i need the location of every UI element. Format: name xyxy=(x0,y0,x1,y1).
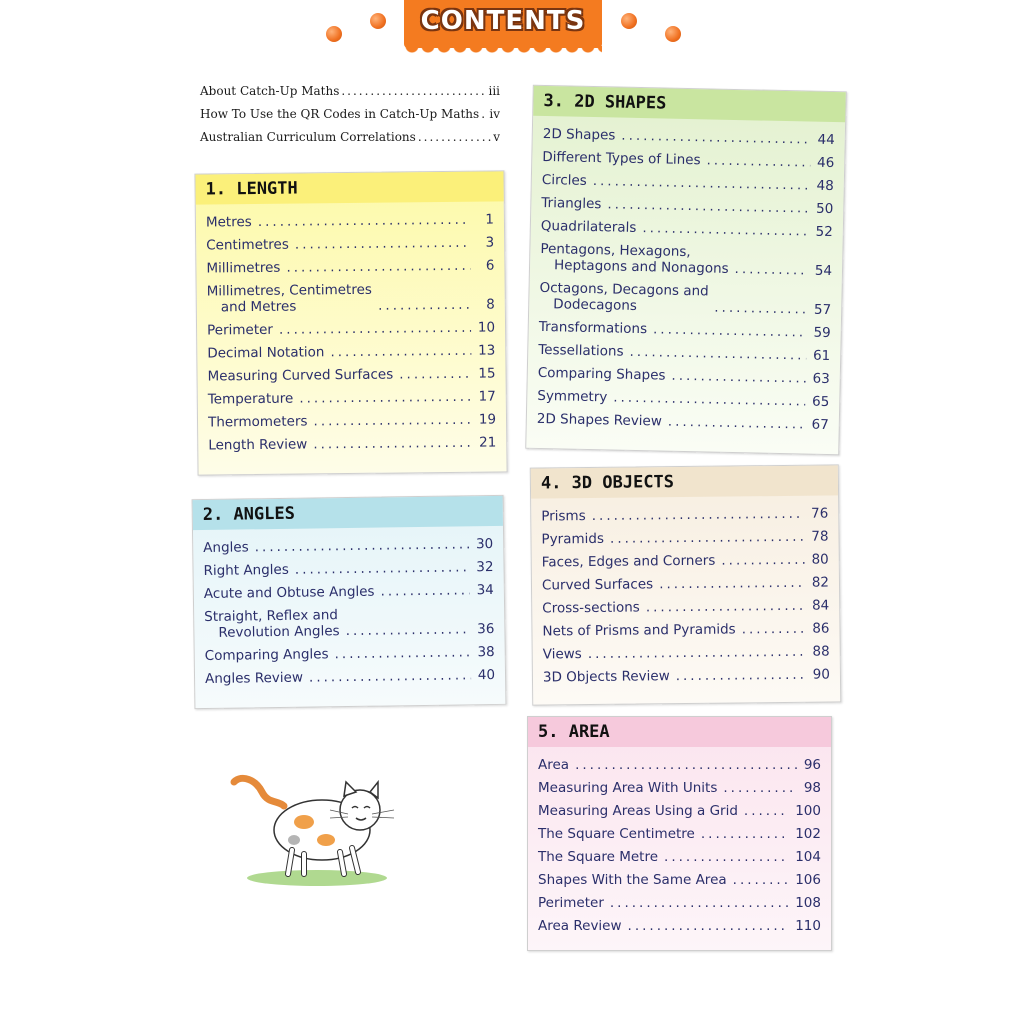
toc-entry-page: 3 xyxy=(485,234,495,251)
leader-dots xyxy=(309,667,471,685)
toc-entry-title-line: Heptagons and Nonagons xyxy=(553,257,729,277)
toc-entry-page: 110 xyxy=(795,918,821,934)
leader-dots xyxy=(258,212,470,230)
leader-dots xyxy=(295,235,470,253)
leader-dots xyxy=(255,536,470,555)
toc-entry-page: 38 xyxy=(477,643,495,661)
toc-entry-title: Area xyxy=(538,757,570,773)
leader-dots xyxy=(733,872,790,888)
toc-entry-title: Pyramids xyxy=(541,530,605,548)
leader-dots xyxy=(646,598,806,616)
toc-entry[interactable] xyxy=(538,757,821,773)
leader-dots xyxy=(653,321,807,340)
toc-entry-title: Right Angles xyxy=(203,561,289,580)
section-entries xyxy=(203,536,495,698)
intro-item[interactable] xyxy=(200,84,500,107)
cat-illustration xyxy=(222,770,402,890)
leader-dots xyxy=(341,84,486,98)
toc-entry-page: 102 xyxy=(795,826,821,842)
toc-entry-page: 104 xyxy=(795,849,821,865)
toc-entry-title: Circles xyxy=(541,171,587,189)
leader-dots xyxy=(734,261,808,279)
toc-entry[interactable] xyxy=(207,365,495,384)
leader-dots xyxy=(286,258,470,276)
decorative-dot xyxy=(621,13,637,29)
leader-dots xyxy=(659,575,805,593)
toc-entry-title: Area Review xyxy=(538,918,622,934)
section-heading: 2. ANGLES xyxy=(193,496,503,530)
leader-dots xyxy=(330,343,471,360)
toc-entry-page: 36 xyxy=(477,620,495,638)
toc-entry-page: 32 xyxy=(476,558,494,576)
toc-entry[interactable] xyxy=(541,195,833,217)
toc-entry[interactable] xyxy=(206,211,494,230)
toc-entry-page: 48 xyxy=(816,177,834,195)
leader-dots xyxy=(610,895,789,911)
toc-entry[interactable] xyxy=(538,849,821,865)
toc-entry-page: 34 xyxy=(476,581,494,599)
toc-entry[interactable] xyxy=(208,388,496,407)
toc-entry[interactable] xyxy=(538,342,830,364)
toc-entry[interactable] xyxy=(208,434,496,453)
section-length xyxy=(194,170,507,475)
toc-entry-title: Cross-sections xyxy=(542,599,640,617)
leader-dots xyxy=(313,435,472,453)
section-heading: 1. LENGTH xyxy=(195,171,503,204)
leader-dots xyxy=(671,368,806,387)
toc-entry-page: 50 xyxy=(815,200,834,218)
intro-item-page: iv xyxy=(489,107,500,121)
section-entries xyxy=(541,506,830,695)
toc-entry-page: 46 xyxy=(816,154,835,172)
leader-dots xyxy=(642,220,809,239)
toc-entry-title-line: Revolution Angles xyxy=(218,623,340,641)
toc-entry-page: 61 xyxy=(812,347,831,365)
toc-entry-page: 1 xyxy=(485,211,495,228)
leader-dots xyxy=(613,390,805,410)
toc-entry-page: 40 xyxy=(477,666,496,684)
toc-entry[interactable] xyxy=(543,643,830,662)
toc-entry[interactable] xyxy=(208,411,496,430)
toc-entry-title: Centimetres xyxy=(206,236,289,254)
toc-entry-page: 52 xyxy=(815,223,833,241)
toc-entry-page: 19 xyxy=(478,411,497,428)
leader-dots xyxy=(610,529,805,547)
leader-dots xyxy=(744,803,789,819)
toc-entry-title: Length Review xyxy=(208,436,308,454)
toc-entry-title: 2D Shapes xyxy=(542,125,616,144)
toc-entry-title: Transformations xyxy=(538,318,648,338)
toc-entry-title: Angles Review xyxy=(204,669,304,688)
toc-entry-page: 86 xyxy=(812,620,830,637)
section-heading: 5. AREA xyxy=(528,717,831,747)
toc-entry[interactable] xyxy=(542,149,834,171)
intro-item[interactable] xyxy=(200,107,500,130)
toc-entry[interactable] xyxy=(542,620,829,639)
intro-item-title: About Catch-Up Maths xyxy=(200,84,340,98)
leader-dots xyxy=(334,644,470,662)
toc-entry-title: Millimetres xyxy=(206,259,281,277)
toc-entry-title: Quadrilaterals xyxy=(540,217,637,236)
toc-entry[interactable] xyxy=(538,895,821,911)
toc-entry-title-line: and Metres xyxy=(220,298,297,316)
toc-entry[interactable] xyxy=(540,241,833,279)
leader-dots xyxy=(575,757,797,773)
leader-dots xyxy=(714,300,807,318)
leader-dots xyxy=(378,297,471,314)
toc-entry-title: Thermometers xyxy=(207,413,308,431)
toc-entry[interactable] xyxy=(541,529,828,548)
toc-entry[interactable] xyxy=(542,597,829,616)
leader-dots xyxy=(418,130,491,144)
toc-entry[interactable] xyxy=(206,257,494,276)
toc-entry-title: Measuring Area With Units xyxy=(538,780,718,796)
leader-dots xyxy=(668,414,805,433)
leader-dots xyxy=(664,849,789,865)
toc-entry-page: 65 xyxy=(811,393,830,411)
leader-dots xyxy=(299,389,472,407)
section-entries xyxy=(536,126,834,444)
toc-entry-title-line: Octagons, Decagons and xyxy=(539,279,709,300)
toc-entry[interactable] xyxy=(539,319,831,341)
toc-entry-title: Temperature xyxy=(207,390,294,408)
toc-entry-page: 8 xyxy=(486,296,495,313)
toc-entry[interactable] xyxy=(538,826,821,842)
leader-dots xyxy=(295,559,470,577)
toc-entry-title: The Square Centimetre xyxy=(538,826,695,842)
leader-dots xyxy=(628,918,790,934)
toc-entry-title: 2D Shapes Review xyxy=(536,410,663,430)
toc-entry-title: The Square Metre xyxy=(538,849,659,865)
toc-entry-page: 21 xyxy=(478,434,497,451)
toc-entry-title: Faces, Edges and Corners xyxy=(541,552,716,571)
leader-dots xyxy=(588,644,806,662)
toc-entry[interactable] xyxy=(203,559,493,579)
toc-entry-title-line: Millimetres, Centimetres xyxy=(206,281,372,300)
intro-item[interactable] xyxy=(200,130,500,153)
toc-entry[interactable] xyxy=(204,582,494,602)
leader-dots xyxy=(313,412,472,430)
toc-entry-title: 3D Objects Review xyxy=(542,668,670,686)
toc-entry-title: Perimeter xyxy=(538,895,604,911)
intro-item-title: How To Use the QR Codes in Catch-Up Maths xyxy=(200,107,480,121)
leader-dots xyxy=(279,320,471,338)
toc-entry[interactable] xyxy=(543,666,830,685)
toc-entry[interactable] xyxy=(539,280,832,318)
leader-dots xyxy=(621,128,811,148)
toc-entry-title: Shapes With the Same Area xyxy=(538,872,727,888)
toc-entry-title: Prisms xyxy=(541,508,586,525)
leader-dots xyxy=(629,344,806,364)
toc-entry-page: 100 xyxy=(795,803,821,819)
toc-entry-title xyxy=(540,241,729,277)
toc-entry-title: Curved Surfaces xyxy=(541,576,654,594)
toc-entry[interactable] xyxy=(205,644,495,664)
toc-entry[interactable] xyxy=(541,218,833,240)
toc-entry-page: 96 xyxy=(803,757,821,773)
leader-dots xyxy=(723,780,797,796)
toc-entry-page: 13 xyxy=(478,342,496,359)
toc-entry[interactable] xyxy=(538,365,830,387)
toc-entry-page: 15 xyxy=(478,365,496,382)
leader-dots xyxy=(592,506,805,524)
leader-dots xyxy=(481,107,487,121)
toc-entry-title: Perimeter xyxy=(206,321,274,339)
leader-dots xyxy=(346,621,471,639)
toc-entry-page: 17 xyxy=(478,388,496,405)
toc-entry-title-line: Pentagons, Hexagons, xyxy=(540,240,691,261)
toc-entry-page: 84 xyxy=(811,597,830,614)
leader-dots xyxy=(701,826,789,842)
toc-entry-page: 59 xyxy=(813,324,831,342)
toc-entry-title: Triangles xyxy=(541,194,602,213)
toc-entry-title: Measuring Curved Surfaces xyxy=(207,366,394,385)
toc-entry-page: 76 xyxy=(810,505,829,522)
toc-entry[interactable] xyxy=(537,388,829,410)
toc-entry[interactable] xyxy=(537,411,829,433)
toc-entry[interactable] xyxy=(538,918,821,934)
toc-entry-page: 57 xyxy=(813,301,832,319)
toc-entry[interactable] xyxy=(541,506,828,525)
toc-entry[interactable] xyxy=(542,172,834,194)
toc-entry[interactable] xyxy=(206,234,494,253)
toc-entry-page: 82 xyxy=(811,574,830,591)
toc-entry-title: Nets of Prisms and Pyramids xyxy=(542,621,736,640)
toc-entry[interactable] xyxy=(543,126,835,148)
toc-entry[interactable] xyxy=(538,780,821,796)
toc-entry[interactable] xyxy=(538,872,821,888)
toc-entry-page: 6 xyxy=(485,257,495,274)
section-2d-shapes xyxy=(525,85,847,455)
toc-entry[interactable] xyxy=(203,536,493,556)
toc-entry-page: 78 xyxy=(811,528,829,545)
toc-entry-title: Tessellations xyxy=(538,341,624,360)
toc-entry-title: Comparing Angles xyxy=(204,646,329,665)
toc-entry-page: 106 xyxy=(795,872,821,888)
intro-item-title: Australian Curriculum Correlations xyxy=(200,130,416,144)
leader-dots xyxy=(706,152,810,170)
toc-entry[interactable] xyxy=(207,342,495,361)
toc-entry[interactable] xyxy=(538,803,821,819)
toc-entry-title xyxy=(207,282,373,316)
toc-entry-title: Comparing Shapes xyxy=(537,364,666,384)
toc-entry-title-line: Dodecagons xyxy=(553,296,638,314)
section-heading: 4. 3D OBJECTS xyxy=(531,465,838,498)
toc-entry[interactable] xyxy=(207,280,495,315)
toc-entry-title xyxy=(539,280,709,316)
section-angles xyxy=(192,495,507,709)
decorative-dot xyxy=(326,26,342,42)
toc-entry-page: 88 xyxy=(812,643,830,660)
toc-entry-page: 67 xyxy=(811,416,829,434)
toc-entry-title: Metres xyxy=(205,214,252,231)
toc-entry-page: 30 xyxy=(475,535,494,553)
leader-dots xyxy=(721,552,805,569)
leader-dots xyxy=(593,173,810,194)
toc-entry[interactable] xyxy=(542,574,829,593)
leader-dots xyxy=(399,366,471,383)
section-entries xyxy=(206,211,497,464)
toc-entry-title xyxy=(204,607,340,641)
leader-dots xyxy=(607,196,809,216)
toc-entry-page: 108 xyxy=(795,895,821,911)
toc-entry-title: Different Types of Lines xyxy=(542,148,701,169)
toc-entry[interactable] xyxy=(207,319,495,338)
intro-item-page: v xyxy=(493,130,500,144)
decorative-dot xyxy=(370,13,386,29)
toc-entry[interactable] xyxy=(205,667,495,687)
toc-entry-page: 98 xyxy=(803,780,821,796)
toc-entry-page: 10 xyxy=(477,319,496,336)
toc-entry-title: Views xyxy=(542,646,582,663)
leader-dots xyxy=(380,582,470,599)
leader-dots xyxy=(742,621,806,638)
toc-entry[interactable] xyxy=(204,605,494,641)
toc-entry-page: 44 xyxy=(817,131,835,149)
section-heading: 3. 2D SHAPES xyxy=(533,86,846,123)
page-title: CONTENTS xyxy=(420,6,586,36)
toc-entry-page: 90 xyxy=(812,666,831,683)
toc-entry[interactable] xyxy=(542,551,829,570)
toc-entry-title: Decimal Notation xyxy=(207,344,325,362)
contents-banner xyxy=(404,0,602,48)
toc-entry-title: Angles xyxy=(203,539,249,557)
intro-list xyxy=(200,84,500,153)
toc-entry-title: Acute and Obtuse Angles xyxy=(203,583,375,603)
toc-entry-title: Symmetry xyxy=(537,387,608,406)
toc-entry-page: 63 xyxy=(812,370,830,388)
section-area xyxy=(527,716,832,951)
toc-entry-page: 80 xyxy=(811,551,829,568)
toc-entry-title: Measuring Areas Using a Grid xyxy=(538,803,738,819)
intro-item-page: iii xyxy=(488,84,500,98)
toc-entry-page: 54 xyxy=(814,262,833,280)
section-3d-objects xyxy=(530,464,841,705)
section-entries xyxy=(538,757,821,940)
decorative-dot xyxy=(665,26,681,42)
leader-dots xyxy=(676,667,806,684)
toc-entry-title-line: Straight, Reflex and xyxy=(204,607,339,626)
